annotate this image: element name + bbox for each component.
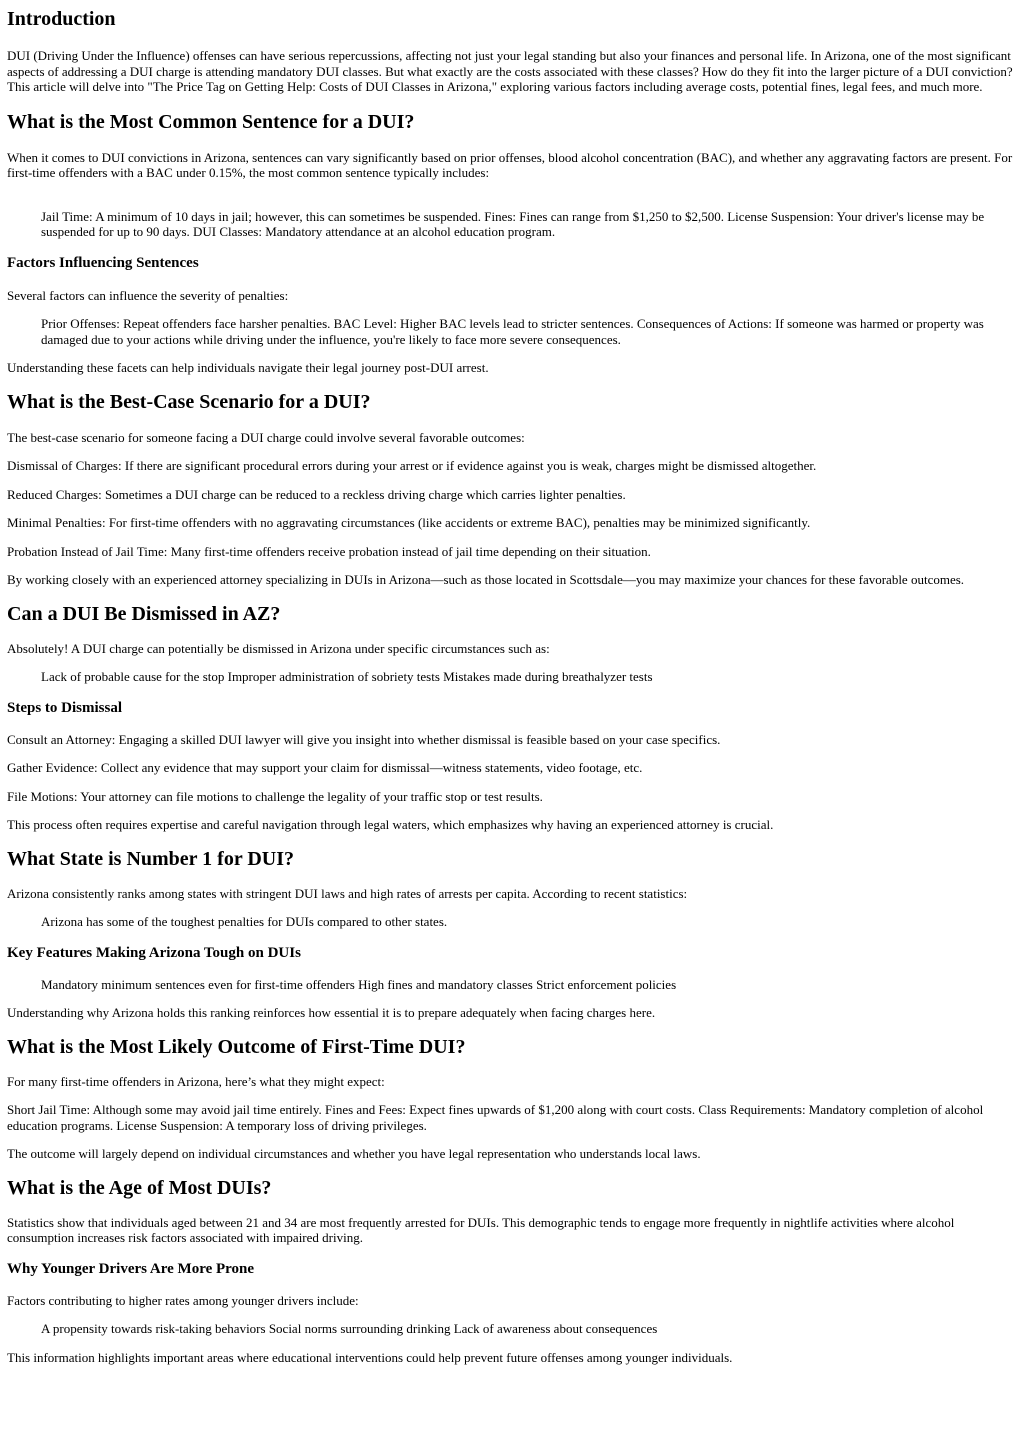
dismissed-intro: Absolutely! A DUI charge can potentially be dismissed in Arizona under specific circumstances such as:: [7, 640, 550, 656]
key-features-list: Mandatory minimum sentences even for first-time offenders High fines and mandatory classes Strict enforcement policies: [41, 976, 677, 992]
younger-drivers-list: A propensity towards risk-taking behaviors Social norms surrounding drinking Lack of awareness about consequences: [41, 1321, 658, 1336]
age-summary: This information highlights important areas where educational interventions could help prevent future offenses among younger individuals.: [7, 1349, 733, 1365]
heading-number-one: What State is Number 1 for DUI?: [7, 847, 295, 870]
factors-summary-paragraph: Understanding these facets can help individuals navigate their legal journey post-DUI arrest.: [7, 360, 489, 375]
best-case-reduced: Reduced Charges: Sometimes a DUI charge can be reduced to a reckless driving charge which carries lighter penalties.: [7, 486, 626, 502]
number-one-list: Arizona has some of the toughest penalties for DUIs compared to other states.: [41, 914, 448, 929]
best-case-minimal: Minimal Penalties: For first-time offenders with no aggravating circumstances (like accidents or extreme BAC), penalties may be minimized significantly.: [7, 515, 811, 530]
heading-key-features: Key Features Making Arizona Tough on DUIs: [7, 944, 301, 961]
intro-paragraph: DUI (Driving Under the Influence) offenses can have serious repercussions, affecting not just your legal standing but also your finances and personal life. In Arizona, one of the most significant aspects of addressing a DUI charge is attending mandatory DUI classes. But what exactly are the costs associated with these classes? How do they fit into the larger picture of a DUI conviction? This article will delve into "The Price Tag on Getting Help: Costs of DUI Classes in Arizona," exploring various factors including average costs, potential fines, legal fees, and much more.: [7, 48, 1013, 94]
common-sentence-list: Jail Time: A minimum of 10 days in jail; however, this can sometimes be suspended. Fines: Fines can range from $1,250 to $2,500. License Suspension: Your driver's license may be suspended for up to 90 days. DUI Classes: Mandatory attendance at an alcohol education program.: [41, 208, 985, 239]
heading-younger-drivers: Why Younger Drivers Are More Prone: [7, 1260, 255, 1277]
factors-list: Prior Offenses: Repeat offenders face harsher penalties. BAC Level: Higher BAC levels lead to stricter sentences. Consequences of Actions: If someone was harmed or property was damaged due to your actions while driving under the influence, you're likely to face more severe consequences.: [41, 316, 984, 347]
heading-best-case: What is the Best-Case Scenario for a DUI?: [7, 390, 371, 413]
dismissal-consult: Consult an Attorney: Engaging a skilled DUI lawyer will give you insight into whether dismissal is feasible based on your case specifics.: [7, 731, 721, 747]
dismissal-summary: This process often requires expertise and careful navigation through legal waters, which emphasizes why having an experienced attorney is crucial.: [7, 817, 774, 832]
number-one-intro: Arizona consistently ranks among states with stringent DUI laws and high rates of arrests per capita. According to recent statistics:: [7, 885, 688, 901]
best-case-dismissal: Dismissal of Charges: If there are significant procedural errors during your arrest or if evidence against you is weak, charges might be dismissed altogether.: [7, 458, 817, 473]
best-case-probation: Probation Instead of Jail Time: Many first-time offenders receive probation instead of jail time depending on their situation.: [7, 543, 651, 559]
dismissed-list: Lack of probable cause for the stop Improper administration of sobriety tests Mistakes made during breathalyzer tests: [41, 669, 653, 684]
likely-outcome-intro: For many first-time offenders in Arizona, here’s what they might expect:: [7, 1073, 385, 1089]
factors-intro-paragraph: Several factors can influence the severity of penalties:: [7, 287, 289, 303]
best-case-summary: By working closely with an experienced attorney specializing in DUIs in Arizona—such as those located in Scottsdale—you may maximize your chances for these favorable outcomes.: [7, 572, 965, 587]
heading-factors-influencing: Factors Influencing Sentences: [7, 254, 199, 271]
heading-dismissed: Can a DUI Be Dismissed in AZ?: [7, 602, 281, 625]
dismissal-evidence: Gather Evidence: Collect any evidence that may support your claim for dismissal—witness statements, video footage, etc.: [7, 760, 643, 775]
dismissal-motions: File Motions: Your attorney can file motions to challenge the legality of your traffic stop or test results.: [7, 788, 543, 804]
heading-common-sentence: What is the Most Common Sentence for a DUI?: [7, 110, 415, 133]
age-intro: Statistics show that individuals aged between 21 and 34 are most frequently arrested for DUIs. This demographic tends to engage more frequently in nightlife activities where alcohol consumption increases risk factors associated with impaired driving.: [7, 1214, 955, 1245]
heading-steps-to-dismissal: Steps to Dismissal: [7, 699, 123, 716]
best-case-intro: The best-case scenario for someone facing a DUI charge could involve several favorable outcomes:: [7, 429, 525, 445]
common-sentence-paragraph: When it comes to DUI convictions in Arizona, sentences can vary significantly based on prior offenses, blood alcohol concentration (BAC), and whether any aggravating factors are present. For first-time offenders with a BAC under 0.15%, the most common sentence typically includes:: [7, 149, 1013, 180]
likely-outcome-summary: The outcome will largely depend on individual circumstances and whether you have legal representation who understands local laws.: [7, 1146, 701, 1161]
younger-drivers-intro: Factors contributing to higher rates among younger drivers include:: [7, 1292, 359, 1308]
heading-likely-outcome: What is the Most Likely Outcome of First-Time DUI?: [7, 1035, 466, 1058]
heading-introduction: Introduction: [7, 8, 116, 30]
heading-age: What is the Age of Most DUIs?: [7, 1176, 272, 1199]
number-one-summary: Understanding why Arizona holds this ranking reinforces how essential it is to prepare adequately when facing charges here.: [7, 1005, 656, 1020]
likely-outcome-list: Short Jail Time: Although some may avoid jail time entirely. Fines and Fees: Expect fines upwards of $1,200 along with court costs. Class Requirements: Mandatory completion of alcohol education programs. License Suspension: A temporary loss of driving privileges.: [7, 1102, 984, 1133]
